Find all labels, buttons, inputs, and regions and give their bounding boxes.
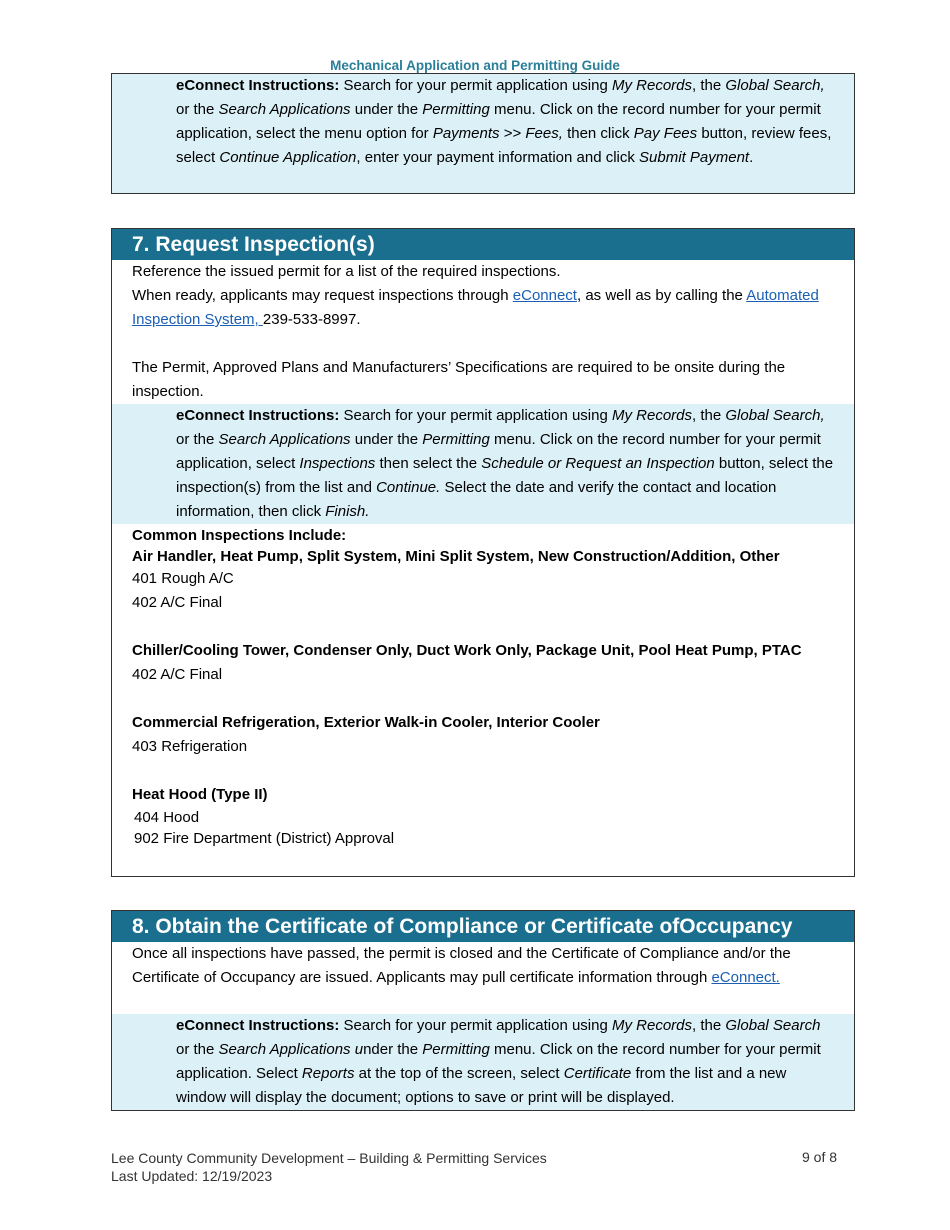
inspection-group-heading: Heat Hood (Type II) xyxy=(132,786,268,803)
footer xyxy=(111,1149,547,1185)
automated-inspection-system-link[interactable]: Automated Inspection System, xyxy=(132,287,819,328)
certificate-instructions-text: eConnect Instructions: Search for your permit application using My Records, the Global Search or the Search Applications under the Permitting menu. Click on the record number for your permit application. Select Reports at the top of the screen, select Certificate from the list and a new window will display the document; options to save or print will be displayed. xyxy=(176,1017,821,1106)
certificate-instructions-box xyxy=(112,1014,854,1110)
inspection-instructions-box xyxy=(112,404,854,524)
section-7-request-text: When ready, applicants may request inspections through eConnect, as well as by calling the Automated Inspection System, 239-533-8997. xyxy=(132,287,819,328)
inspection-item: 403 Refrigeration xyxy=(132,738,248,755)
section-7-box xyxy=(111,228,855,877)
footer-organization: Lee County Community Development – Building & Permitting Services xyxy=(111,1150,547,1166)
inspection-group-heading: Air Handler, Heat Pump, Split System, Mini Split System, New Construction/Addition, Other xyxy=(132,548,780,565)
section-8-intro: Once all inspections have passed, the permit is closed and the Certificate of Compliance and/or the Certificate of Occupancy are issued. Applicants may pull certificate information through eConnect. xyxy=(132,945,791,986)
footer-last-updated: Last Updated: 12/19/2023 xyxy=(111,1168,273,1184)
section-7-intro xyxy=(112,260,854,404)
inspection-item: 402 A/C Final xyxy=(132,594,223,611)
inspection-item: 404 Hood xyxy=(134,809,200,826)
payment-instructions-box xyxy=(111,73,855,194)
inspection-group-heading: Commercial Refrigeration, Exterior Walk-in Cooler, Interior Cooler xyxy=(132,714,600,731)
inspection-item: 401 Rough A/C xyxy=(132,570,234,587)
inspection-group-heading: Chiller/Cooling Tower, Condenser Only, Duct Work Only, Package Unit, Pool Heat Pump, PTAC xyxy=(132,642,802,659)
common-inspections xyxy=(112,524,854,849)
page-header-title: Mechanical Application and Permitting Guide xyxy=(330,58,620,73)
econnect-link[interactable]: eConnect xyxy=(512,287,577,304)
common-inspections-heading: Common Inspections Include: xyxy=(132,527,347,544)
econnect-link[interactable]: eConnect. xyxy=(711,969,780,986)
section-8-box xyxy=(111,910,855,1111)
section-7-title: 7. Request Inspection(s) xyxy=(112,229,854,260)
payment-instructions-text: eConnect Instructions: Search for your permit application using My Records, the Global Search, or the Search Applications under the Permitting menu. Click on the record number for your permit application, select the menu option for Payments >> Fees, then click Pay Fees button, review fees, select Continue Application, enter your payment information and click Submit Payment. xyxy=(176,77,832,166)
section-7-onsite-text: The Permit, Approved Plans and Manufacturers’ Specifications are required to be onsite during the inspection. xyxy=(132,359,786,400)
inspection-instructions-text: eConnect Instructions: Search for your permit application using My Records, the Global Search, or the Search Applications under the Permitting menu. Click on the record number for your permit application, select Inspections then select the Schedule or Request an Inspection button, select the inspection(s) from the list and Continue. Select the date and verify the contact and location information, then click Finish. xyxy=(176,407,834,520)
page-number: 9 of 8 xyxy=(802,1149,838,1165)
section-7-reference-text: Reference the issued permit for a list of the required inspections. xyxy=(132,263,561,280)
inspection-item: 402 A/C Final xyxy=(132,666,223,683)
section-8-title: 8. Obtain the Certificate of Compliance or Certificate ofOccupancy xyxy=(112,911,854,942)
inspection-item: 902 Fire Department (District) Approval xyxy=(134,830,395,847)
